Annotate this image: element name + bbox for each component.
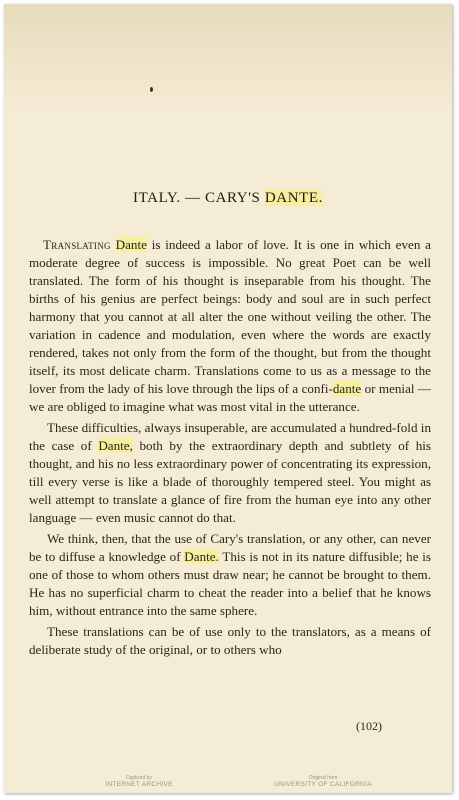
- book-page: [4, 4, 452, 793]
- footer-university: UNIVERSITY OF CALIFORNIA: [274, 781, 372, 788]
- text-run: is indeed a labor of love. It is one in which even a moderate degree of success is impossible. No great Poet can be well translated. The form of his thought is inseparable from his thought. The births of his genius are perfect beings: body and soul are in such perfect harmony that you cannot at all alter the one without veiling the other. The variation in cadence and modulation, even where the words are exactly rendered, takes not only from the form of the thought, but from the thought itself, its most delicate charm. Translations come to us as a message to the lover from the lady of his love through the lips of a confi-: [29, 237, 431, 396]
- ink-speck: [150, 87, 153, 92]
- page-number: (102): [356, 719, 382, 733]
- text-run: or menial — we are obliged to imagine what was most vital in the utterance.: [29, 381, 431, 414]
- footer-original-from: [268, 775, 378, 789]
- paragraph: [29, 623, 431, 659]
- paragraph: [29, 530, 431, 620]
- chapter-title-highlight: DANTE.: [264, 190, 324, 206]
- text-run: We think, then, that the use of Cary's translation, or any other, can never be to diffuse a knowledge of: [29, 531, 431, 564]
- body-text: [29, 236, 431, 659]
- highlighted-term: Dante: [115, 237, 147, 252]
- text-run: Translating: [43, 237, 111, 252]
- text-run: These translations can be of use only to the translators, as a means of deliberate study of the original, or to others who: [29, 624, 431, 657]
- chapter-title-prefix: ITALY. — CARY'S: [132, 190, 265, 206]
- highlighted-term: dante: [332, 381, 362, 396]
- text-run: [111, 237, 116, 252]
- footer-digitized-label: Digitized by: [126, 775, 152, 781]
- footer-digitized-by: [104, 775, 174, 789]
- text-run: both by the extraordinary depth and subtlety of his thought, and his no less extraordinary power of concentrating its expression, till every verse is like a blade of thoroughly tempered steel. You might as well attempt to translate a glance of fire from the human eye into any other language — even music cannot do that.: [29, 438, 431, 525]
- text-run: This is not in its nature diffusible; he is one of those to whom others must draw near; he cannot be brought to them. He has no superficial charm to cheat the reader into a belief that he knows him, without entrance into the same sphere.: [29, 549, 431, 618]
- paragraph: [29, 236, 431, 416]
- highlighted-term: Dante,: [98, 438, 133, 453]
- paragraph: [29, 419, 431, 527]
- page-fold-shade: [4, 4, 452, 114]
- footer-internet-archive: INTERNET ARCHIVE: [105, 781, 173, 788]
- highlighted-term: Dante.: [184, 549, 219, 564]
- text-run: These difficulties, always insuperable, are accumulated a hundred-fold in the case of: [29, 420, 431, 453]
- chapter-title: [4, 190, 452, 207]
- footer-original-label: Original from: [308, 775, 338, 781]
